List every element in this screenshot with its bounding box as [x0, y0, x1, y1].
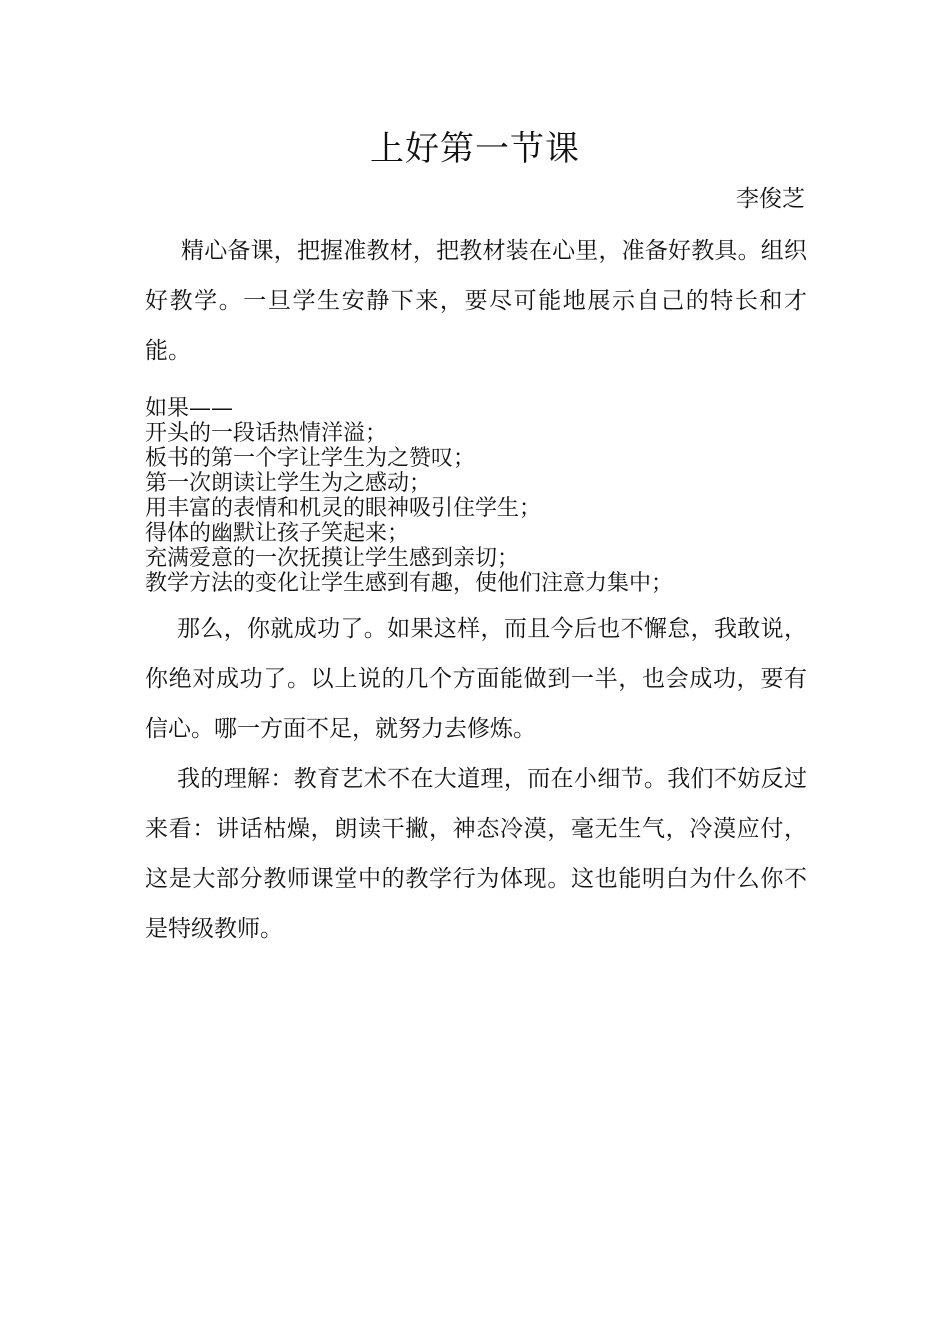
paragraph-conclusion: 那么，你就成功了。如果这样，而且今后也不懈怠，我敢说，你绝对成功了。以上说的几个方面能做到一半，也会成功，要有信心。哪一方面不足，就努力去修炼。: [145, 616, 807, 742]
list-item: 开头的一段话热情洋溢；: [145, 421, 388, 446]
author-name: 李俊芝: [736, 186, 805, 212]
paragraph-reflection: 我的理解：教育艺术不在大道理，而在小细节。我们不妨反过来看：讲话枯燥，朗读干撇，神态冷漠，毫无生气，冷漠应付，这是大部分教师课堂中的教学行为体现。这也能明白为什么你不是特级教师。: [145, 766, 807, 942]
list-item: 得体的幽默让孩子笑起来；: [145, 521, 410, 546]
document-title: 上好第一节课: [370, 129, 580, 169]
list-item: 充满爱意的一次抚摸让学生感到亲切；: [145, 546, 520, 571]
paragraph-intro: 精心备课，把握准教材，把教材装在心里，准备好教具。组织好教学。一旦学生安静下来，要尽可能地展示自己的特长和才能。: [145, 238, 807, 364]
list-item: 用丰富的表情和机灵的眼神吸引住学生；: [145, 496, 542, 521]
list-item: 板书的第一个字让学生为之赞叹；: [145, 446, 476, 471]
condition-list: [145, 396, 807, 596]
list-item: 第一次朗读让学生为之感动；: [145, 471, 432, 496]
list-item: 如果——: [145, 396, 234, 421]
list-item: 教学方法的变化让学生感到有趣，使他们注意力集中；: [145, 571, 674, 596]
